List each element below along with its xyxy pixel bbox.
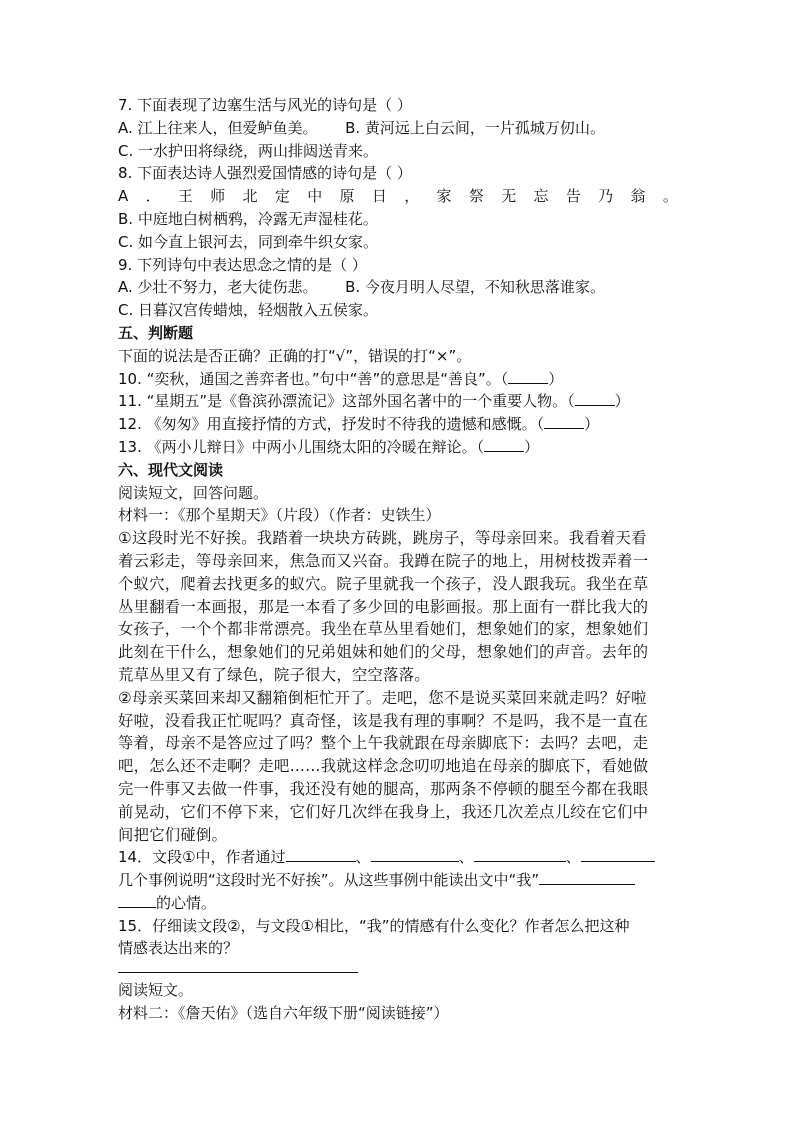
passage-2-line: 好啦，没看我正忙呢吗？真奇怪，该是我有理的事啊？不是吗，我不是一直在 bbox=[118, 711, 649, 730]
q14-text-a: 14．文段①中，作者通过 bbox=[118, 848, 286, 867]
passage-1-line: 此刻在干什么，想象她们的兄弟姐妹和她们的父母，想象她们的声音。去年的 bbox=[118, 643, 649, 662]
passage-2-line: 完一件事又去做一件事，我还没有她的腿高，那两条不停顿的腿至今都在我眼 bbox=[118, 779, 649, 798]
q14-separator-2: 、 bbox=[458, 848, 474, 867]
section-5-title: 五、判断题 bbox=[118, 323, 194, 342]
q9-option-b: B. 今夜月明人尽望，不知秋思落谁家。 bbox=[345, 278, 605, 297]
q8-option-a-char: 告 bbox=[565, 187, 581, 206]
q11-text: 11. “星期五”是《鲁滨孙漂流记》这部外国名著中的一个重要人物。（ bbox=[118, 392, 575, 411]
exam-page bbox=[118, 94, 678, 1025]
passage-2-line: 前晃动，它们不停下来，它们好几次绊在我身上，我还几次差点儿绞在它们中 bbox=[118, 802, 649, 821]
q8-option-a-char: 师 bbox=[210, 187, 226, 206]
passage-2-line: 等着，母亲不是答应过了吗？整个上午我就跟在母亲脚底下：去吗？去吧，走 bbox=[118, 734, 649, 753]
q8-option-c: C. 如今直上银河去，同到牵牛织女家。 bbox=[118, 232, 379, 251]
passage-paragraph-2 bbox=[118, 687, 678, 847]
q8-option-a-char: 王 bbox=[177, 187, 193, 206]
q14-blank-6[interactable] bbox=[118, 893, 156, 908]
q8-option-a-char: 乃 bbox=[598, 187, 614, 206]
q10-text: 10. “奕秋，通国之善弈者也。”句中“善”的意思是“善良”。（ bbox=[118, 369, 509, 388]
q15-line-2: 情感表达出来的？ bbox=[118, 939, 239, 958]
q8-stem: 8. 下面表达诗人强烈爱国情感的诗句是（ ） bbox=[118, 164, 412, 183]
q13-answer-blank[interactable] bbox=[484, 437, 524, 452]
q11 bbox=[118, 390, 678, 413]
q11-close: ） bbox=[614, 392, 630, 411]
q12-text: 12. 《匆匆》用直接抒情的方式，抒发时不待我的遗憾和感慨。（ bbox=[118, 415, 545, 434]
q11-answer-blank[interactable] bbox=[575, 391, 615, 406]
q13-text: 13. 《两小儿辩日》中两小儿围绕太阳的冷暖在辩论。（ bbox=[118, 437, 485, 456]
q10 bbox=[118, 368, 678, 391]
q15-answer-line[interactable] bbox=[118, 966, 358, 973]
q8-option-b: B. 中庭地白树栖鸦，冷露无声湿桂花。 bbox=[118, 209, 378, 228]
passage-1-line: 着云彩走，等母亲回来，焦急而又兴奋。我蹲在院子的地上，用树枝拨弄着一 bbox=[118, 551, 649, 570]
q14-line-2 bbox=[118, 869, 678, 892]
q8-option-a-char: 忘 bbox=[533, 187, 549, 206]
q7-stem: 7. 下面表现了边塞生活与风光的诗句是（ ） bbox=[118, 96, 412, 114]
q8-option-a-char: 祭 bbox=[468, 187, 484, 206]
passage-1-line: 个蚁穴，爬着去找更多的蚁穴。院子里就我一个孩子，没人跟我玩。我坐在草 bbox=[118, 574, 649, 593]
passage-1-line: 丛里翻看一本画报，那是一本看了多少回的电影画报。那上面有一群比我大的 bbox=[118, 597, 649, 616]
q10-close: ） bbox=[548, 369, 564, 388]
q10-answer-blank[interactable] bbox=[508, 369, 548, 384]
q7-option-c: C. 一水护田将绿绕，两山排闼送青来。 bbox=[118, 141, 379, 160]
q14-separator-3: 、 bbox=[565, 848, 581, 867]
passage-paragraph-1 bbox=[118, 527, 678, 687]
q14-line-3 bbox=[118, 892, 678, 915]
q9-options-ab bbox=[118, 276, 678, 299]
q8-option-a-char: 家 bbox=[436, 187, 452, 206]
q8-option-a-char: 北 bbox=[242, 187, 258, 206]
passage-1-line: 女孩子，一个个都非常漂亮。我坐在草丛里看她们，想象她们的家，想象她们 bbox=[118, 620, 649, 639]
q8-option-a-char: ， bbox=[404, 187, 420, 206]
q8-option-a-char: 原 bbox=[339, 187, 355, 206]
q14-separator-1: 、 bbox=[355, 848, 371, 867]
q9-stem: 9. 下列诗句中表达思念之情的是（ ） bbox=[118, 255, 367, 274]
reading-instruction-2: 阅读短文。 bbox=[118, 981, 194, 1000]
q14-blank-1[interactable] bbox=[286, 847, 356, 862]
reading-instruction: 阅读短文，回答问题。 bbox=[118, 483, 269, 502]
q13 bbox=[118, 436, 678, 459]
q14-line-1 bbox=[118, 846, 678, 869]
q8-option-a bbox=[118, 185, 678, 208]
q8-option-a-char: 定 bbox=[274, 187, 290, 206]
q7-option-b: B. 黄河远上白云间，一片孤城万仞山。 bbox=[345, 118, 605, 137]
passage-1-line: ①这段时光不好挨。我踏着一块块方砖跳，跳房子，等母亲回来。我看着天看 bbox=[118, 529, 647, 548]
q8-option-a-char: 。 bbox=[662, 187, 678, 206]
material-2-title: 材料二：《詹天佑》（选自六年级下册“阅读链接”） bbox=[118, 1004, 449, 1023]
passage-2-line: ②母亲买菜回来却又翻箱倒柜忙开了。走吧，您不是说买菜回来就走吗？好啦 bbox=[118, 688, 647, 707]
passage-1-line: 荒草丛里又有了绿色，院子很大，空空落落。 bbox=[118, 665, 430, 684]
q9-option-c: C. 日暮汉宫传蜡烛，轻烟散入五侯家。 bbox=[118, 301, 379, 320]
q8-option-a-char: 无 bbox=[501, 187, 517, 206]
section-5-intro: 下面的说法是否正确？正确的打“√”，错误的打“×”。 bbox=[118, 346, 472, 365]
section-6-title: 六、现代文阅读 bbox=[118, 460, 224, 479]
q14-blank-3[interactable] bbox=[474, 847, 566, 862]
q8-option-a-char: 日 bbox=[371, 187, 387, 206]
q13-close: ） bbox=[524, 437, 540, 456]
q7-option-a: A. 江上往来人，但爱鲈鱼美。 bbox=[118, 118, 318, 137]
q14-text-c: 的心情。 bbox=[156, 893, 217, 912]
q14-blank-4[interactable] bbox=[581, 847, 655, 862]
q8-option-a-char: 翁 bbox=[630, 187, 646, 206]
q8-option-a-char: A bbox=[118, 187, 129, 206]
q7-options-ab bbox=[118, 117, 678, 140]
q14-text-b: 几个事例说明“这段时光不好挨”。从这些事例中能读出文中“我” bbox=[118, 871, 540, 890]
q8-option-a-char: ． bbox=[145, 187, 161, 206]
q9-option-a: A. 少壮不努力，老大徒伤悲。 bbox=[118, 278, 318, 297]
q14-blank-2[interactable] bbox=[371, 847, 459, 862]
passage-2-line: 间把它们碰倒。 bbox=[118, 825, 228, 844]
q8-option-a-char: 中 bbox=[307, 187, 323, 206]
material-1-title: 材料一：《那个星期天》（片段）（作者：史铁生） bbox=[118, 506, 441, 525]
q15-line-1: 15．仔细读文段②，与文段①相比，“我”的情感有什么变化？作者怎么把这种 bbox=[118, 916, 630, 935]
passage-2-line: 吧，怎么还不走啊？走吧……我就这样念念叨叨地追在母亲的脚底下，看她做 bbox=[118, 757, 649, 776]
q12 bbox=[118, 413, 678, 436]
q12-close: ） bbox=[584, 415, 600, 434]
q12-answer-blank[interactable] bbox=[544, 414, 584, 429]
q14-blank-5[interactable] bbox=[539, 870, 635, 885]
